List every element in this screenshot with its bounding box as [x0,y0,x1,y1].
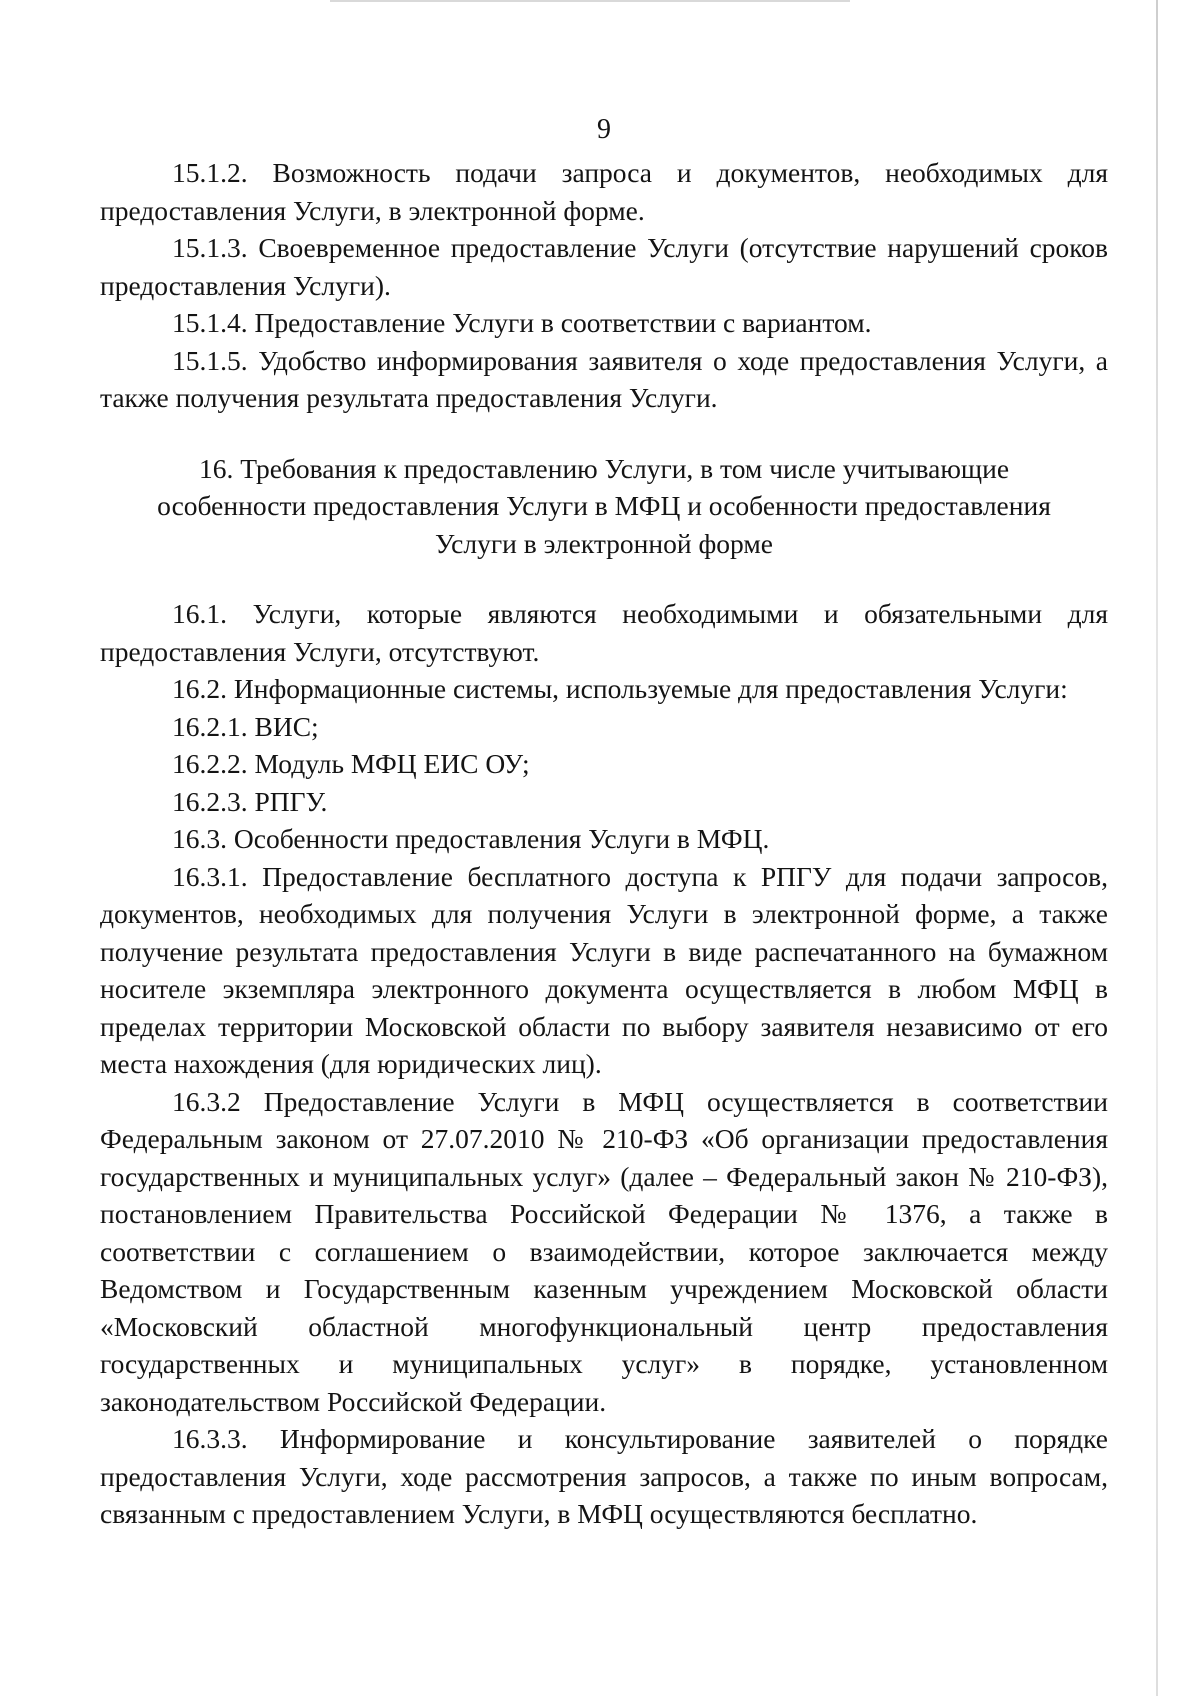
paragraph-16-3-1: 16.3.1. Предоставление бесплатного доступа к РПГУ для подачи запросов, документов, необходимых для получения Услуги в электронной форме, а также получение результата предоставления Услуги в виде распечатанного на бумажном носителе экземпляра электронного документа осуществляется в любом МФЦ в пределах территории Московской области по выбору заявителя независимо от его места нахождения (для юридических лиц). [100,860,1108,1079]
paragraph-16-3: 16.3. Особенности предоставления Услуги в МФЦ. [172,823,770,854]
paragraph-16-2-1: 16.2.1. ВИС; [172,710,319,742]
paragraph-15-1-5: 15.1.5. Удобство информирования заявителя о ходе предоставления Услуги, а также получения результата предоставления Услуги. [100,344,1108,413]
section-16-heading [100,450,1108,563]
paragraph-16-3-2: 16.3.2 Предоставление Услуги в МФЦ осуществляется в соответствии Федеральным законом от 27.07.2010 № 210-ФЗ «Об организации предоставления государственных и муниципальных услуг» (далее – Федеральный закон № 210-ФЗ), постановлением Правительства Российской Федерации № 1376, а также в соответствии с соглашением о взаимодействии, которое заключается между Ведомством и Государственным казенным учреждением Московской области «Московский областной многофункциональный центр предоставления государственных и муниципальных услуг» в порядке, установленном законодательством Российской Федерации. [100,1085,1108,1417]
paragraph-16-2-2: 16.2.2. Модуль МФЦ ЕИС ОУ; [172,748,530,779]
paragraph-15-1-3: 15.1.3. Своевременное предоставление Услуги (отсутствие нарушений сроков предоставления Услуги). [100,232,1108,301]
scan-edge-top [330,0,850,2]
paragraph-16-3-3: 16.3.3. Информирование и консультирование заявителей о порядке предоставления Услуги, ходе рассмотрения запросов, а также по иным вопросам, связанным с предоставлением Услуги, в МФЦ осуществляются бесплатно. [100,1423,1108,1529]
paragraph-16-2: 16.2. Информационные системы, используемые для предоставления Услуги: [172,673,1068,704]
paragraph-15-1-4: 15.1.4. Предоставление Услуги в соответствии с вариантом. [172,307,872,338]
paragraph-15-1-2: 15.1.2. Возможность подачи запроса и документов, необходимых для предоставления Услуги, в электронной форме. [100,157,1108,226]
document-page [100,110,1108,1533]
heading-line: Услуги в электронной форме [435,527,773,559]
page-number: 9 [597,114,611,145]
paragraph-16-1: 16.1. Услуги, которые являются необходимыми и обязательными для предоставления Услуги, отсутствуют. [100,598,1108,667]
heading-line: 16. Требования к предоставлению Услуги, в том числе учитывающие [198,452,1010,484]
scan-edge-right [1156,0,1158,1696]
heading-line: особенности предоставления Услуги в МФЦ и особенности предоставления [157,490,1051,521]
paragraph-16-2-3: 16.2.3. РПГУ. [172,785,328,817]
